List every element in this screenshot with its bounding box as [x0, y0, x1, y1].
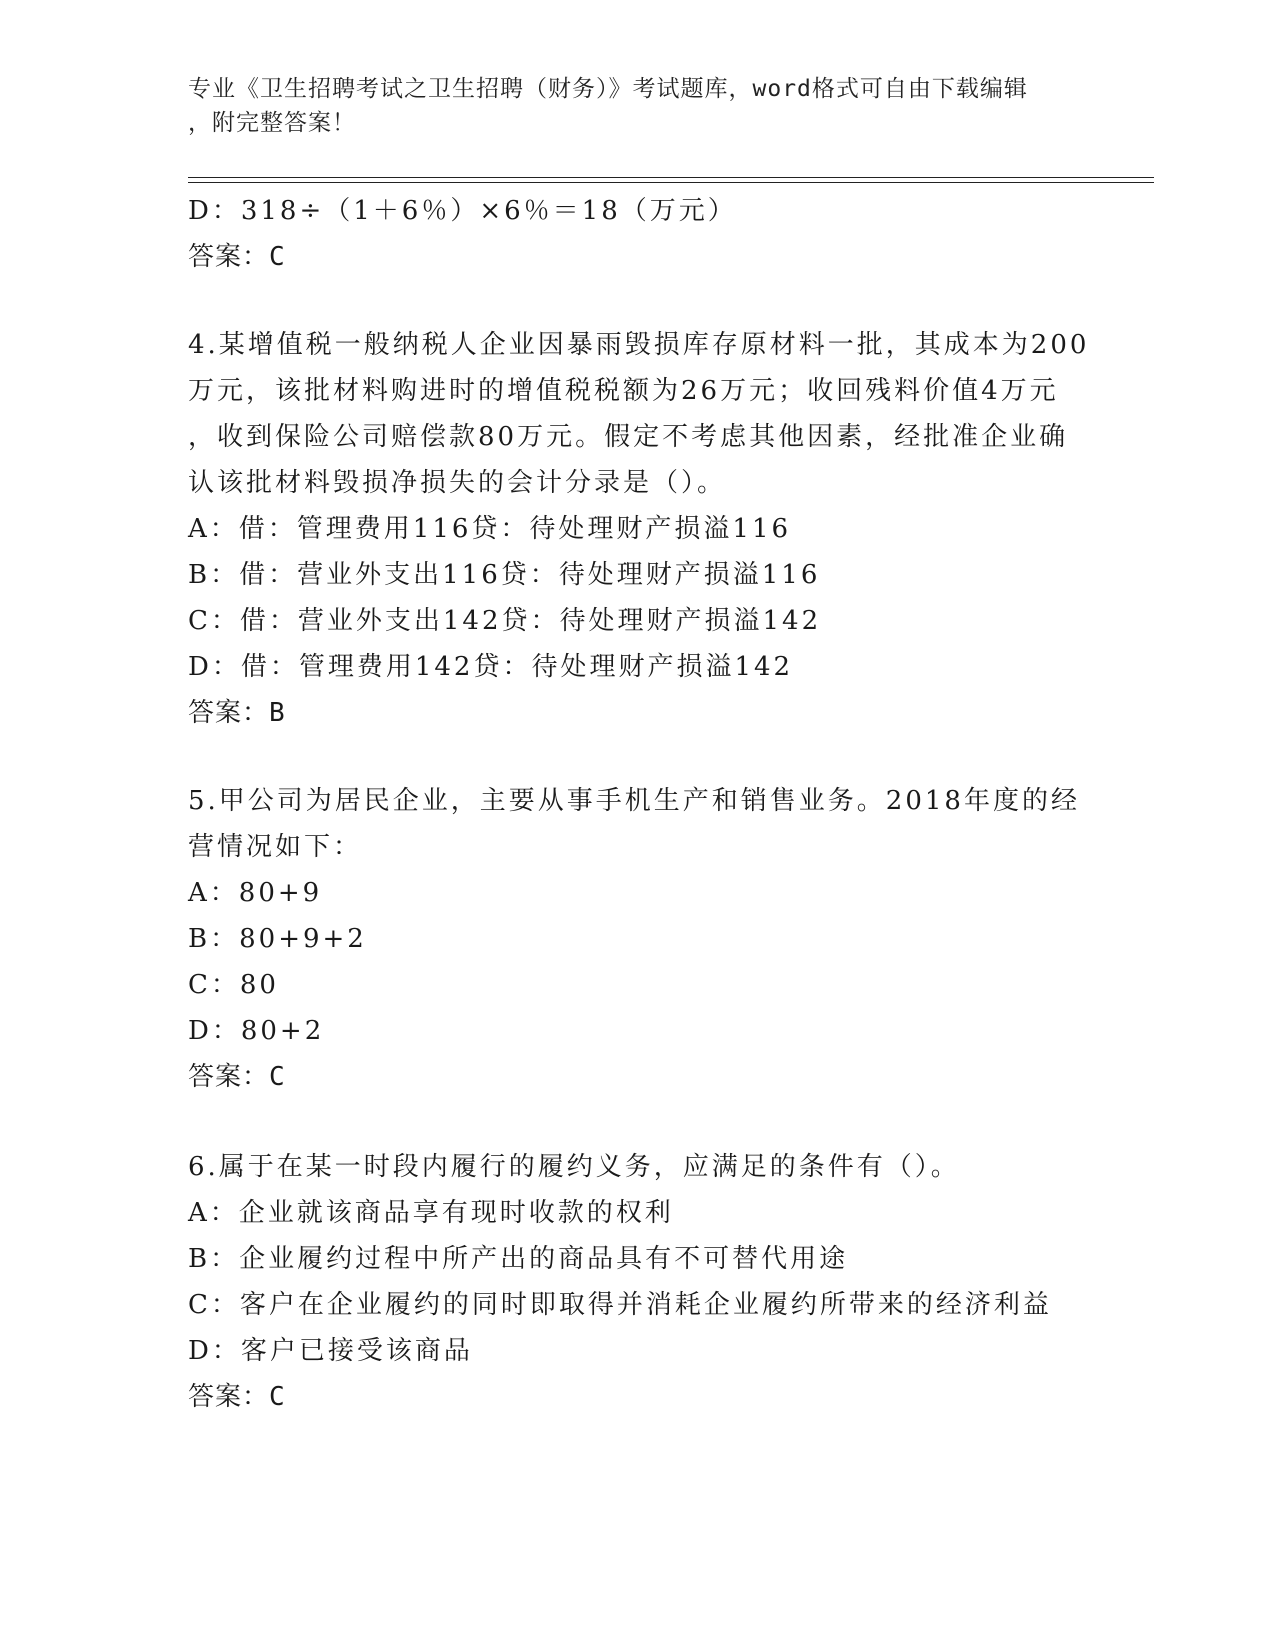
- option-c: C：客户在企业履约的同时即取得并消耗企业履约所带来的经济利益: [188, 1290, 1052, 1320]
- question-text-line: 4.某增值税一般纳税人企业因暴雨毁损库存原材料一批，其成本为200: [188, 330, 1090, 360]
- question-4: [188, 322, 1088, 736]
- answer-line: 答案：C: [188, 1382, 286, 1412]
- question-5: [188, 778, 1088, 1100]
- option-b: B：企业履约过程中所产出的商品具有不可替代用途: [188, 1244, 849, 1274]
- question-6: [188, 1144, 1088, 1420]
- answer-line: 答案：C: [188, 1062, 286, 1092]
- header-line-1: 专业《卫生招聘考试之卫生招聘（财务）》考试题库，word格式可自由下载编辑: [188, 76, 1028, 102]
- option-b: B：80+9+2: [188, 924, 367, 954]
- option-c: C：借：营业外支出142贷：待处理财产损溢142: [188, 606, 822, 636]
- option-c: C：80: [188, 970, 279, 1000]
- answer-line: 答案：B: [188, 698, 286, 728]
- question-text-line: 6.属于在某一时段内履行的履约义务，应满足的条件有（）。: [188, 1152, 960, 1182]
- document-body: [188, 188, 1088, 1420]
- document-header: [188, 72, 1068, 140]
- option-a: A：借：管理费用116贷：待处理财产损溢116: [188, 514, 792, 544]
- header-divider-top: [188, 177, 1154, 178]
- header-divider-bottom: [188, 182, 1154, 183]
- question-text-line: ，收到保险公司赔偿款80万元。假定不考虑其他因素，经批准企业确: [188, 422, 1069, 452]
- question-5-text: [188, 778, 1088, 870]
- question-text-line: 5.甲公司为居民企业，主要从事手机生产和销售业务。2018年度的经: [188, 786, 1080, 816]
- option-d: D：80+2: [188, 1016, 325, 1046]
- question-text-line: 营情况如下：: [188, 832, 363, 862]
- option-b: B：借：营业外支出116贷：待处理财产损溢116: [188, 560, 821, 590]
- option-d: D：318÷（1＋6％）×6％＝18（万元）: [188, 196, 737, 226]
- option-d: D：客户已接受该商品: [188, 1336, 473, 1366]
- question-text-line: 认该批材料毁损净损失的会计分录是（）。: [188, 468, 727, 498]
- option-a: A：企业就该商品享有现时收款的权利: [188, 1198, 674, 1228]
- question-4-text: [188, 322, 1088, 506]
- option-a: A：80+9: [188, 878, 323, 908]
- option-d: D：借：管理费用142贷：待处理财产损溢142: [188, 652, 794, 682]
- question-6-text: [188, 1144, 1088, 1190]
- question-text-line: 万元，该批材料购进时的增值税税额为26万元；收回残料价值4万元: [188, 376, 1059, 406]
- answer-line: 答案：C: [188, 242, 286, 272]
- header-line-2: ，附完整答案！: [188, 110, 356, 136]
- question-3-tail: [188, 188, 1088, 280]
